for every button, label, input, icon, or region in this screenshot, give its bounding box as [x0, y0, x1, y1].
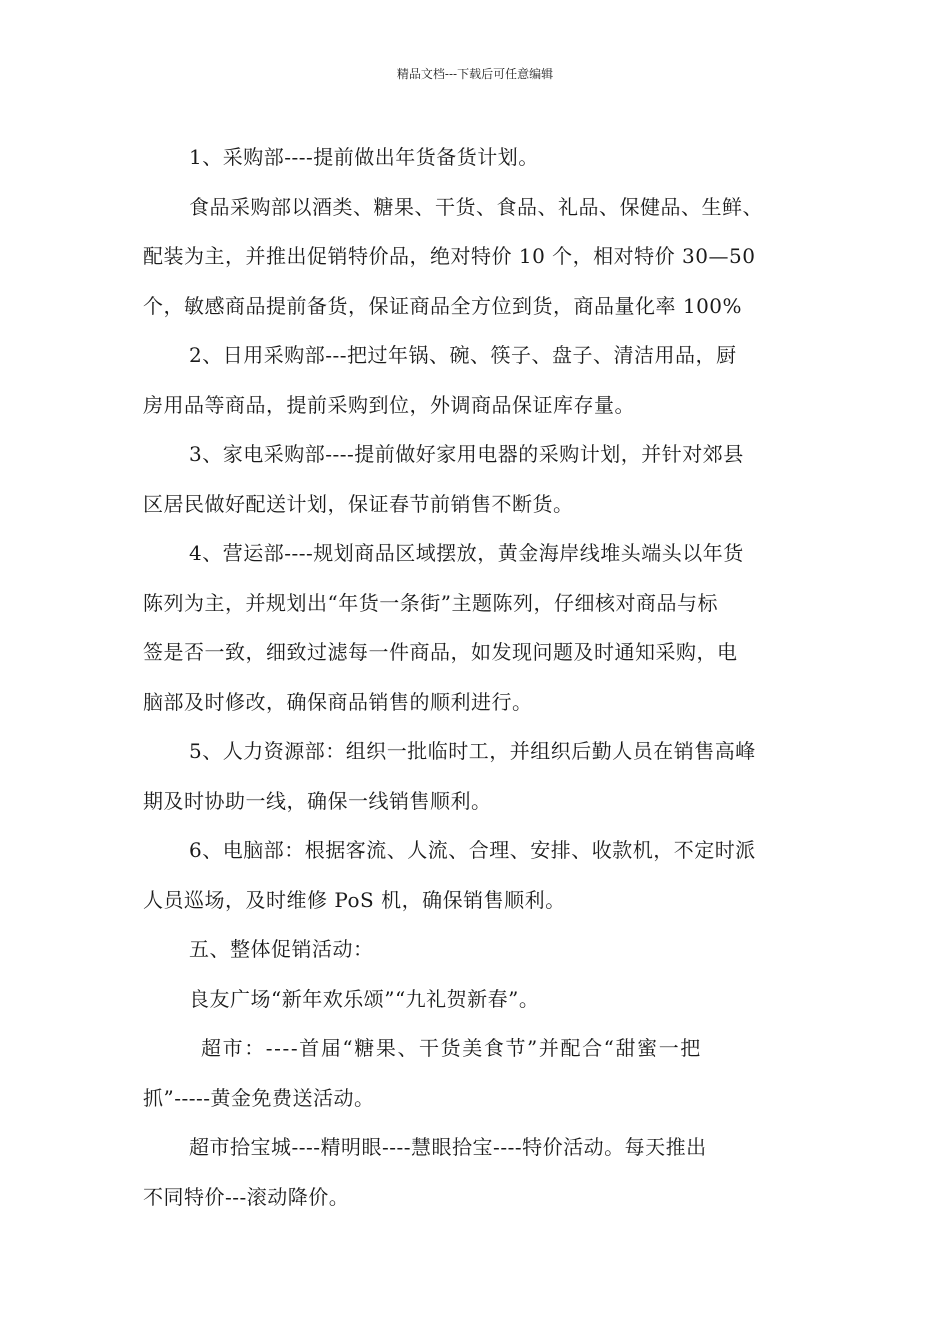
paragraph-line: 人员巡场，及时维修 PoS 机，确保销售顺利。: [143, 887, 566, 912]
page-header: 精品文档---下载后可任意编辑: [396, 67, 554, 81]
paragraph-line: 良友广场“新年欢乐颂”“九礼贺新春”。: [189, 986, 540, 1011]
paragraph-line: 脑部及时修改，确保商品销售的顺利进行。: [143, 689, 533, 714]
document-body: [143, 133, 813, 1222]
paragraph-line: 4、营运部----规划商品区域摆放，黄金海岸线堆头端头以年货: [189, 541, 744, 565]
paragraph-line: 区居民做好配送计划，保证春节前销售不断货。: [143, 491, 574, 516]
paragraph-line: 6、电脑部：根据客流、人流、合理、安排、收款机，不定时派: [189, 838, 756, 862]
paragraph-line: 3、家电采购部----提前做好家用电器的采购计划，并针对郊县: [189, 442, 744, 466]
paragraph-line: 超市拾宝城----精明眼----慧眼拾宝----特价活动。每天推出: [189, 1135, 707, 1159]
paragraph-line: 陈列为主，并规划出“年货一条街”主题陈列，仔细核对商品与标: [143, 590, 718, 615]
paragraph-line: 2、日用采购部---把过年锅、碗、筷子、盘子、清洁用品，厨: [189, 343, 737, 367]
paragraph-line: 期及时协助一线，确保一线销售顺利。: [143, 788, 492, 813]
paragraph-line: 5、人力资源部：组织一批临时工，并组织后勤人员在销售高峰: [189, 739, 756, 763]
paragraph-line: 个，敏感商品提前备货，保证商品全方位到货，商品量化率 100%: [143, 293, 743, 318]
paragraph-line: 超市：----首届“糖果、干货美食节”并配合“甜蜜一把: [201, 1036, 702, 1060]
paragraph-line: 不同特价---滚动降价。: [143, 1184, 350, 1209]
paragraph-line: 食品采购部以酒类、糖果、干货、食品、礼品、保健品、生鲜、: [189, 194, 763, 219]
paragraph-line: 配装为主，并推出促销特价品，绝对特价 10 个，相对特价 30—50: [143, 244, 756, 268]
paragraph-line: 1、采购部----提前做出年货备货计划。: [189, 145, 539, 169]
section-heading: 五、整体促销活动：: [189, 937, 374, 961]
paragraph-line: 签是否一致，细致过滤每一件商品，如发现问题及时通知采购，电: [143, 640, 738, 664]
paragraph-line: 房用品等商品，提前采购到位，外调商品保证库存量。: [143, 392, 635, 417]
paragraph-line: 抓”-----黄金免费送活动。: [143, 1085, 375, 1110]
